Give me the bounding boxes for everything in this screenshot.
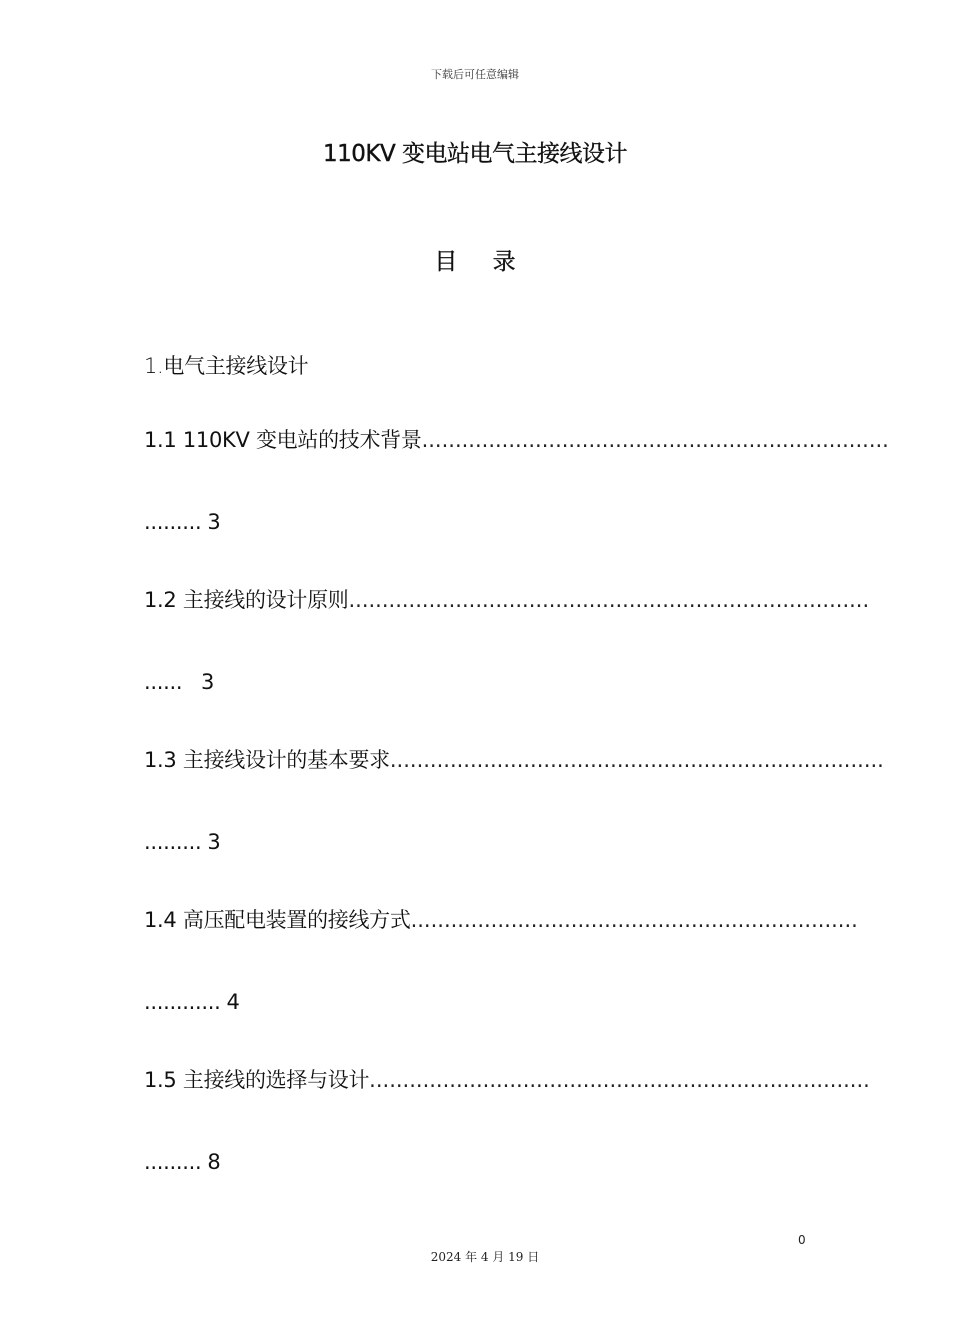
toc-leader-dots: .........	[144, 830, 202, 854]
toc-entry-1-3-continuation[interactable]	[144, 830, 220, 854]
toc-chapter-1[interactable]: 1.电气主接线设计	[144, 354, 309, 378]
toc-leader-dots: ...........................................................................	[369, 1068, 870, 1092]
toc-entry-1-3[interactable]	[144, 744, 884, 774]
toc-leader-dots: ...................................................................	[410, 908, 858, 932]
toc-entry-1-2-continuation[interactable]	[144, 670, 214, 694]
toc-heading-char-2: 录	[492, 249, 516, 275]
toc-entry-1-5-continuation[interactable]	[144, 1150, 220, 1174]
toc-entry-label: 1.1 110KV 变电站的技术背景	[144, 428, 422, 452]
toc-page-number: 3	[207, 830, 221, 854]
toc-leader-dots: ..............................................................................	[348, 588, 870, 612]
toc-leader-dots: ......	[144, 670, 196, 694]
toc-leader-dots: ......................................................................	[421, 428, 889, 452]
document-title: 110KV 变电站电气主接线设计	[322, 141, 628, 167]
toc-entry-1-1-continuation[interactable]	[144, 510, 220, 534]
toc-entry-1-4-continuation[interactable]	[144, 990, 240, 1014]
toc-entry-1-5[interactable]	[144, 1064, 870, 1094]
toc-entry-1-4[interactable]	[144, 904, 858, 934]
toc-heading	[0, 243, 950, 276]
toc-leader-dots: .........	[144, 510, 202, 534]
toc-entry-label: 1.4 高压配电装置的接线方式	[144, 908, 411, 932]
toc-entry-1-1[interactable]	[144, 424, 889, 454]
toc-entry-label: 1.5 主接线的选择与设计	[144, 1068, 370, 1092]
toc-entry-label: 1.3 主接线设计的基本要求	[144, 748, 390, 772]
toc-page-number: 4	[226, 990, 240, 1014]
page-number: 0	[798, 1233, 806, 1247]
header-note: 下载后可任意编辑	[431, 68, 519, 81]
footer-date: 2024 年 4 月 19 日	[430, 1250, 540, 1264]
toc-page-number: 3	[201, 670, 215, 694]
toc-page-number: 8	[207, 1150, 221, 1174]
toc-entry-1-2[interactable]	[144, 584, 870, 614]
toc-heading-char-1: 目	[434, 249, 458, 275]
toc-leader-dots: ..........................................................................	[389, 748, 884, 772]
toc-leader-dots: .........	[144, 1150, 202, 1174]
toc-entry-label: 1.2 主接线的设计原则	[144, 588, 349, 612]
toc-leader-dots: ............	[144, 990, 221, 1014]
toc-page-number: 3	[207, 510, 221, 534]
